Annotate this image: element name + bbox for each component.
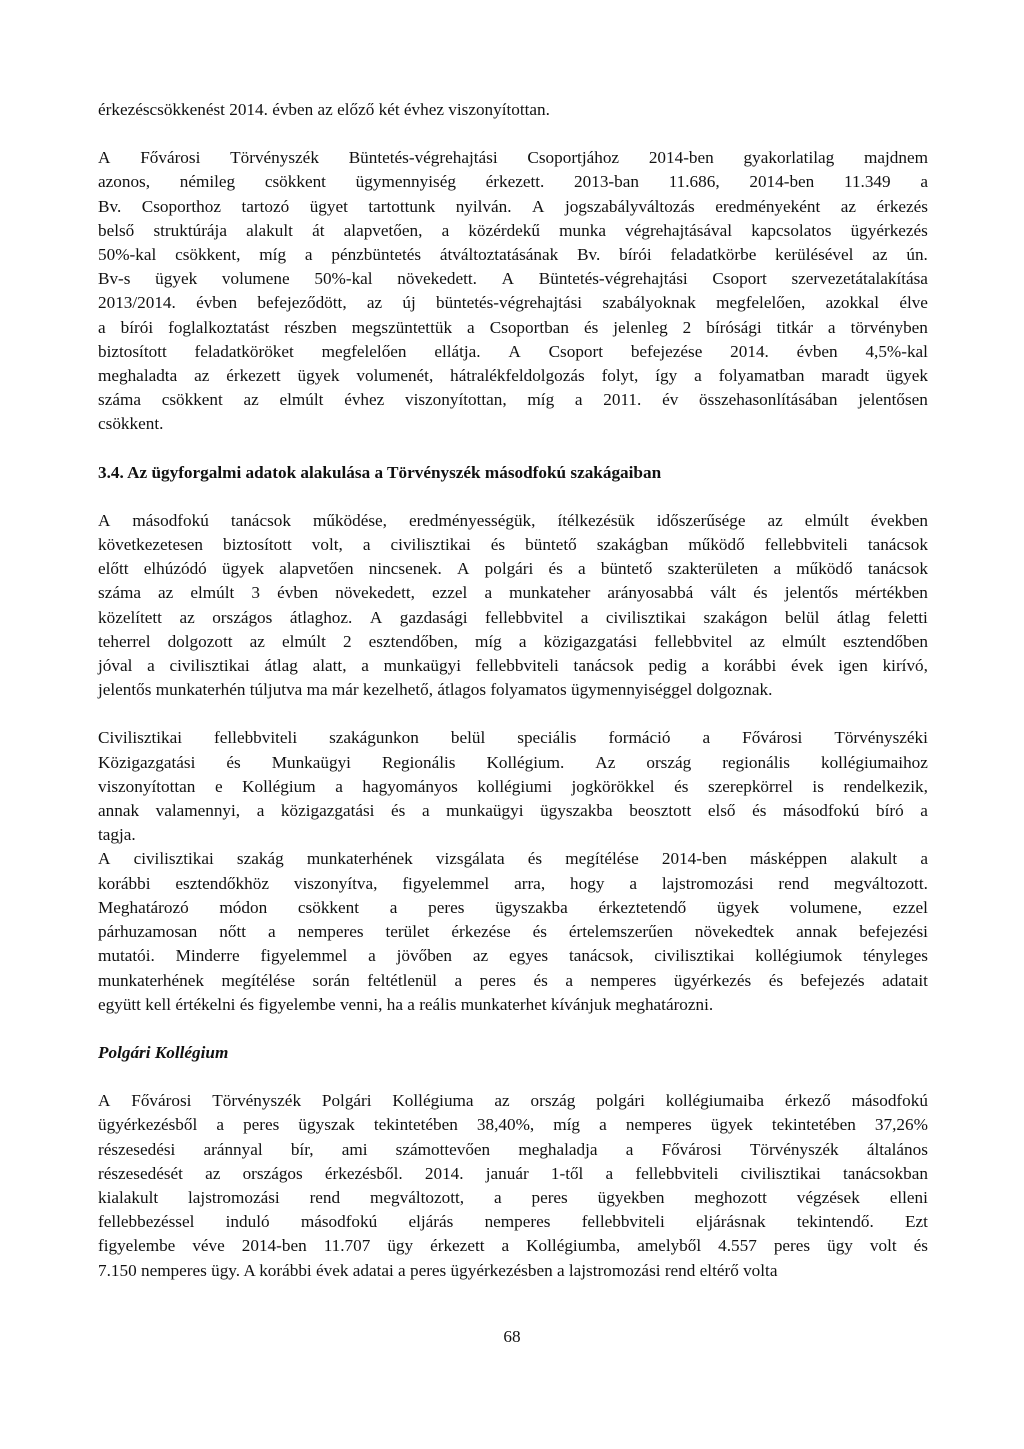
paragraph-gap bbox=[98, 437, 928, 461]
text-line: korábbi esztendőkhöz viszonyítva, figyelemmel arra, hogy a lajstromozási rend megváltozott. bbox=[98, 873, 928, 893]
text-line: a bírói foglalkoztatást részben megszüntettük a Csoportban és jelenleg 2 bírósági titkár a törvényben bbox=[98, 317, 928, 337]
paragraph-polgari-kollegium bbox=[98, 1089, 928, 1283]
text-line: A Fővárosi Törvényszék Büntetés-végrehajtási Csoportjához 2014-ben gyakorlatilag majdnem bbox=[98, 148, 928, 168]
paragraph-gap bbox=[98, 485, 928, 509]
text-line: tagja. bbox=[98, 825, 136, 845]
paragraph-masodfoku-tanacsok bbox=[98, 509, 928, 703]
text-line: mutatói. Minderre figyelemmel a jövőben az egyes tanácsok, civilisztikai kollégiumok tényleges bbox=[98, 946, 928, 966]
text-line: előtt elhúzódó ügyek alapvetően nincsenek. A polgári és a büntető szakterületen a működő tanácsok bbox=[98, 559, 928, 579]
text-line: Civilisztikai fellebbviteli szakágunkon belül speciális formáció a Fővárosi Törvényszéki bbox=[98, 728, 928, 748]
text-line: kialakult lajstromozási rend megváltozott, a peres ügyekben meghozott végzések elleni bbox=[98, 1187, 928, 1207]
text-line: száma csökkent az elmúlt évhez viszonyítottan, míg a 2011. év összehasonlításában jelentősen bbox=[98, 390, 928, 410]
text-line: Közigazgatási és Munkaügyi Regionális Kollégium. Az ország regionális kollégiumaihoz bbox=[98, 752, 928, 772]
text-line: A másodfokú tanácsok működése, eredményességük, ítélkezésük időszerűsége az elmúlt években bbox=[98, 510, 928, 530]
document-page bbox=[98, 98, 928, 1283]
paragraph-civilisztikai-kollegium bbox=[98, 726, 928, 847]
text-line: jóval a civilisztikai átlag alatt, a munkaügyi fellebbviteli tanácsok pedig a korábbi évek igen kirívó, bbox=[98, 656, 928, 676]
paragraph-gap bbox=[98, 1065, 928, 1089]
section-heading-polgari-kollegium: Polgári Kollégium bbox=[98, 1042, 229, 1062]
text-line: 2013/2014. évben befejeződött, az új büntetés-végrehajtási szabályoknak megfelelően, azokkal élve bbox=[98, 293, 928, 313]
text-line: részesedési aránnyal bír, ami számottevően meghaladja a Fővárosi Törvényszék általános bbox=[98, 1139, 928, 1159]
text-line: közelített az országos átlaghoz. A gazdasági fellebbvitel a civilisztikai szakágon belül átlag feletti bbox=[98, 607, 928, 627]
paragraph-bv-csoport bbox=[98, 146, 928, 436]
text-line: biztosított feladatköröket megfelelően ellátja. A Csoport befejezése 2014. évben 4,5%-kal bbox=[98, 341, 928, 361]
text-line: Bv-s ügyek volumene 50%-kal növekedett. A Büntetés-végrehajtási Csoport szervezetátalakítása bbox=[98, 269, 928, 289]
text-line: meghaladta az érkezett ügyek volumenét, hátralékfeldolgozás folyt, így a folyamatban maradt ügyek bbox=[98, 366, 928, 386]
text-line: csökkent. bbox=[98, 414, 164, 434]
text-line: teherrel dolgozott az elmúlt 2 esztendőben, míg a közigazgatási fellebbvitel az elmúlt esztendőben bbox=[98, 631, 928, 651]
text-line: A Fővárosi Törvényszék Polgári Kollégiuma az ország polgári kollégiumaiba érkező másodfokú bbox=[98, 1091, 928, 1111]
text-line: A civilisztikai szakág munkaterhének vizsgálata és megítélése 2014-ben másképpen alakult a bbox=[98, 849, 928, 869]
text-line: annak valamennyi, a közigazgatási és a munkaügyi ügyszakba beosztott első és másodfokú bíró a bbox=[98, 801, 928, 821]
paragraph-gap bbox=[98, 1017, 928, 1041]
text-line: viszonyítottan e Kollégium a hagyományos kollégiumi jogkörökkel és szerepkörrel is rendelkezik, bbox=[98, 776, 928, 796]
text-line: fellebbezéssel induló másodfokú eljárás nemperes fellebbviteli eljárásnak tekintendő. Ezt bbox=[98, 1212, 928, 1232]
paragraph-civilisztikai-munkateher bbox=[98, 847, 928, 1016]
text-line: együtt kell értékelni és figyelembe venni, ha a reális munkaterhet kívánjuk meghatározni. bbox=[98, 994, 714, 1014]
paragraph-gap bbox=[98, 122, 928, 146]
text-line: azonos, némileg csökkent ügymennyiség érkezett. 2013-ban 11.686, 2014-ben 11.349 a bbox=[98, 172, 928, 192]
text-line: részesedését az országos érkezésből. 2014. január 1-től a fellebbviteli civilisztikai tanácsokban bbox=[98, 1163, 928, 1183]
text-line: figyelembe véve 2014-ben 11.707 ügy érkezett a Kollégiumba, amelyből 4.557 peres ügy volt és bbox=[98, 1236, 928, 1256]
page-number: 68 bbox=[503, 1327, 521, 1346]
text-line: Meghatározó módon csökkent a peres ügyszakba érkeztetendő ügyek volumene, ezzel bbox=[98, 897, 928, 917]
text-line: 7.150 nemperes ügy. A korábbi évek adatai a peres ügyérkezésben a lajstromozási rend eltérő volta bbox=[98, 1260, 778, 1280]
text-line: következetesen biztosított volt, a civilisztikai és büntető szakágban működő fellebbviteli tanácsok bbox=[98, 535, 928, 555]
text-line: belső struktúrája alakult át alapvetően, a közérdekű munka végrehajtásával kapcsolatos ügyérkezés bbox=[98, 220, 928, 240]
text-line: jelentős munkaterhén túljutva ma már kezelhető, átlagos folyamatos ügymennyiséggel dolgoznak. bbox=[98, 680, 773, 700]
text-line: száma az elmúlt 3 évben növekedett, ezzel a munkateher arányosabbá vált és jelentős mértékben bbox=[98, 583, 928, 603]
section-heading-3-4: 3.4. Az ügyforgalmi adatok alakulása a Törvényszék másodfokú szakágaiban bbox=[98, 462, 662, 482]
text-line: ügyérkezésből a peres ügyszak tekintetében 38,40%, míg a nemperes ügyek tekintetében 37,26% bbox=[98, 1115, 928, 1135]
text-line: párhuzamosan nőtt a nemperes terület érkezése és értelemszerűen növekedtek annak befejezési bbox=[98, 922, 928, 942]
intro-line: érkezéscsökkenést 2014. évben az előző két évhez viszonyítottan. bbox=[98, 100, 550, 119]
paragraph-gap bbox=[98, 702, 928, 726]
text-line: munkaterhének megítélése során feltétlenül a peres és a nemperes ügyérkezés és befejezés adatait bbox=[98, 970, 928, 990]
text-line: 50%-kal csökkent, míg a pénzbüntetés átváltoztatásának Bv. bírói feladatkörbe kerülésével az ún. bbox=[98, 245, 928, 265]
text-line: Bv. Csoporthoz tartozó ügyet tartottunk nyilván. A jogszabályváltozás eredményeként az érkezés bbox=[98, 196, 928, 216]
